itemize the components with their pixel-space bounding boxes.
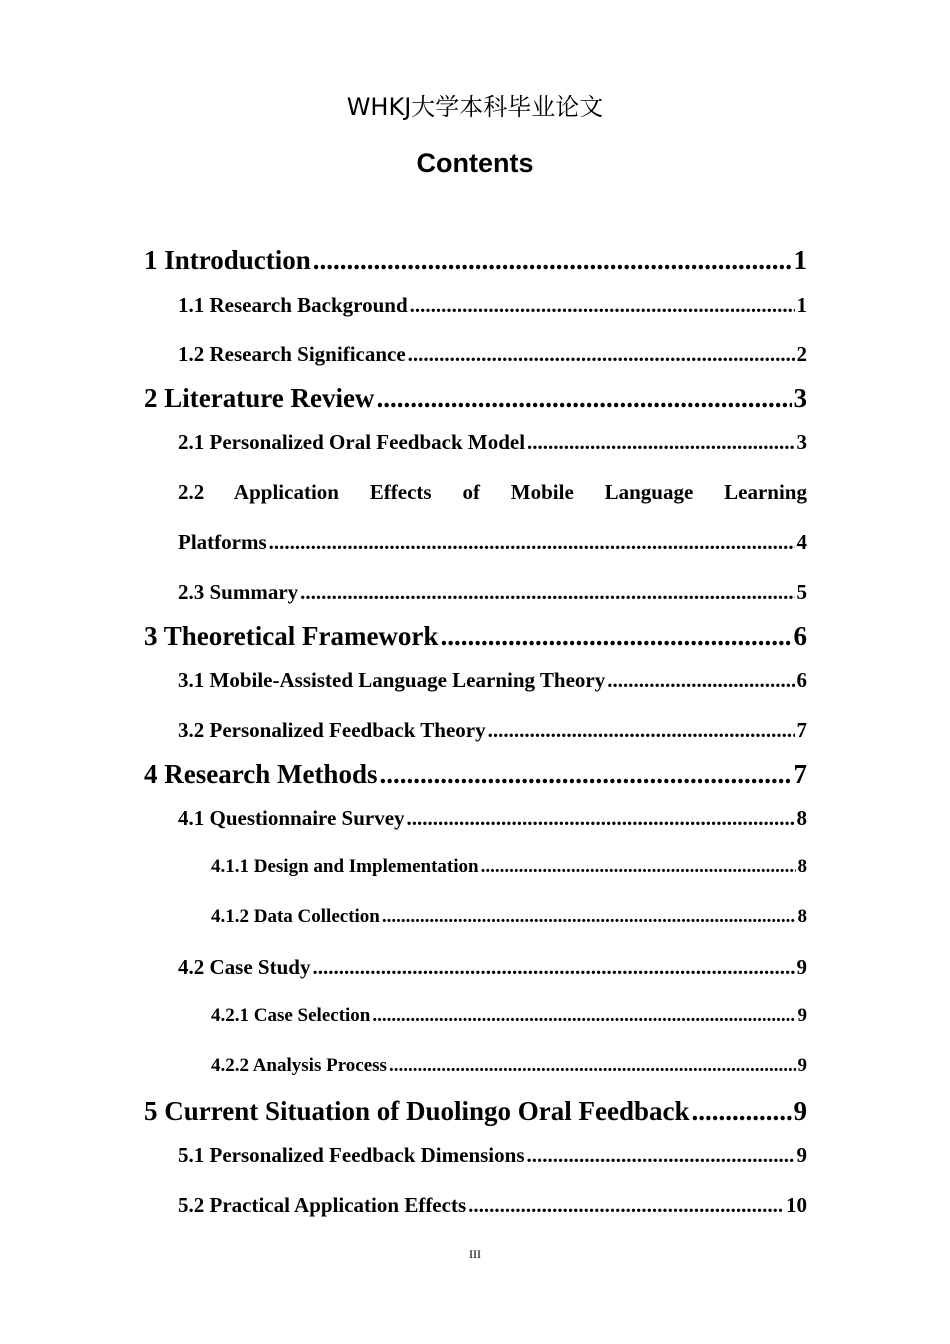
toc-leader — [488, 718, 795, 743]
toc-entry-text: 1.2 Research Significance — [178, 342, 406, 366]
toc-entry-2-2[interactable] — [178, 530, 807, 558]
toc-entry-2-3[interactable] — [178, 580, 807, 608]
page-header: WHKJ大学本科毕业论文 — [346, 93, 604, 121]
toc-entry-page: 7 — [796, 718, 807, 742]
toc-entry-1-2[interactable] — [178, 342, 807, 370]
toc-leader — [481, 856, 796, 878]
toc-leader — [408, 342, 795, 367]
toc-entry-text: 4.1 Questionnaire Survey — [178, 806, 405, 830]
toc-leader — [527, 1143, 795, 1168]
toc-entry-text: 4.2.1 Case Selection — [211, 1005, 371, 1026]
toc-entry-1[interactable] — [144, 245, 807, 279]
toc-entry-text: 5.1 Personalized Feedback Dimensions — [178, 1143, 525, 1167]
toc-entry-text: 4.1.1 Design and Implementation — [211, 856, 479, 877]
toc-entry-page: 8 — [797, 906, 807, 927]
toc-entry-text: 3.2 Personalized Feedback Theory — [178, 718, 486, 742]
toc-entry-page: 1 — [793, 245, 807, 275]
toc-entry-3-2[interactable] — [178, 718, 807, 746]
toc-entry-4-2[interactable] — [178, 955, 807, 983]
toc-entry-2-2-line1[interactable]: 2.2 Application Effects of Mobile Language Learning — [178, 480, 807, 504]
toc-leader — [389, 1055, 796, 1077]
toc-entry-page: 9 — [797, 1055, 807, 1076]
toc-entry-2-1[interactable] — [178, 430, 807, 458]
toc-entry-text: 2.1 Personalized Oral Feedback Model — [178, 430, 526, 454]
toc-leader — [313, 245, 792, 276]
toc-leader — [382, 906, 796, 928]
toc-entry-5-1[interactable] — [178, 1143, 807, 1171]
toc-entry-page: 10 — [786, 1193, 807, 1217]
toc-entry-4[interactable] — [144, 759, 807, 793]
page-title: Contents — [416, 148, 534, 178]
page-number: III — [469, 1247, 481, 1261]
toc-entry-2[interactable] — [144, 383, 807, 417]
toc-entry-text: Platforms — [178, 530, 267, 554]
toc-entry-page: 6 — [796, 668, 807, 692]
toc-entry-page: 3 — [796, 430, 807, 454]
toc-entry-1-1[interactable] — [178, 293, 807, 321]
toc-entry-page: 8 — [797, 856, 807, 877]
toc-entry-4-1[interactable] — [178, 806, 807, 834]
toc-entry-3-1[interactable] — [178, 668, 807, 696]
toc-leader — [300, 580, 794, 605]
toc-entry-text: 2 Literature Review — [144, 383, 375, 413]
toc-entry-text: 4.2.2 Analysis Process — [211, 1055, 387, 1076]
toc-entry-page: 3 — [793, 383, 807, 413]
toc-leader — [376, 383, 791, 414]
toc-entry-page: 1 — [796, 293, 807, 317]
toc-leader — [527, 430, 794, 455]
toc-entry-5[interactable] — [144, 1096, 807, 1130]
toc-entry-text: 5.2 Practical Application Effects — [178, 1193, 467, 1217]
toc-entry-text: 4 Research Methods — [144, 759, 378, 789]
toc-entry-page: 4 — [796, 530, 807, 554]
toc-entry-text: 3.1 Mobile-Assisted Language Learning Theory — [178, 668, 606, 692]
toc-entry-text: 4.2 Case Study — [178, 955, 311, 979]
toc-leader — [410, 293, 795, 318]
toc-leader — [468, 1193, 784, 1218]
toc-entry-4-1-2[interactable] — [211, 906, 807, 932]
toc-leader — [312, 955, 794, 980]
toc-entry-page: 7 — [793, 759, 807, 789]
toc-entry-text: 5 Current Situation of Duolingo Oral Feedback — [144, 1096, 690, 1126]
toc-leader — [607, 668, 794, 693]
toc-entry-4-2-2[interactable] — [211, 1055, 807, 1081]
toc-entry-text: 1.1 Research Background — [178, 293, 408, 317]
toc-entry-5-2[interactable] — [178, 1193, 807, 1221]
toc-entry-3[interactable] — [144, 621, 807, 655]
toc-entry-page: 9 — [793, 1096, 807, 1126]
toc-leader — [269, 530, 795, 555]
toc-entry-page: 5 — [796, 580, 807, 604]
toc-entry-page: 9 — [796, 955, 807, 979]
toc-leader — [440, 621, 791, 652]
toc-leader — [372, 1005, 795, 1027]
toc-entry-page: 2 — [796, 342, 807, 366]
toc-entry-text: 1 Introduction — [144, 245, 311, 275]
toc-entry-page: 8 — [796, 806, 807, 830]
toc-entry-4-1-1[interactable] — [211, 856, 807, 882]
toc-entry-4-2-1[interactable] — [211, 1005, 807, 1031]
toc-entry-text: 2.3 Summary — [178, 580, 299, 604]
toc-entry-page: 9 — [797, 1005, 807, 1026]
toc-entry-page: 6 — [793, 621, 807, 651]
toc-entry-text: 4.1.2 Data Collection — [211, 906, 380, 927]
toc-entry-text: 3 Theoretical Framework — [144, 621, 439, 651]
toc-leader — [692, 1096, 792, 1127]
toc-leader — [407, 806, 795, 831]
toc-entry-page: 9 — [796, 1143, 807, 1167]
toc-leader — [379, 759, 791, 790]
